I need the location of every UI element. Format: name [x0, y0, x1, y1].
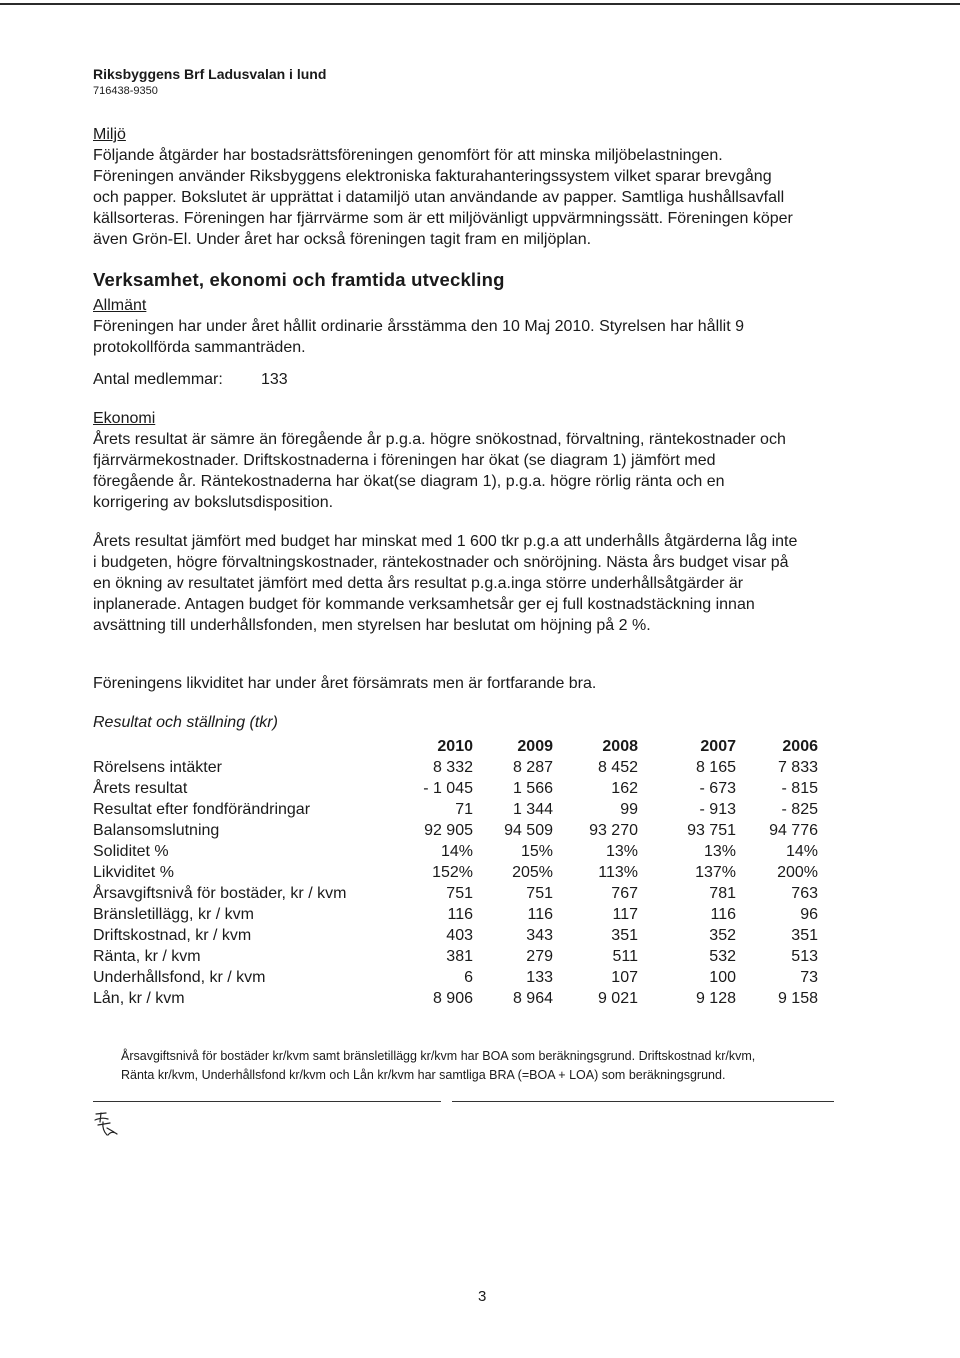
divider-line: [93, 1101, 441, 1102]
cell-value: 352: [709, 927, 736, 944]
cell-value: 93 270: [589, 822, 638, 839]
cell-value: 403: [446, 927, 473, 944]
likviditet-paragraph: Föreningens likviditet har under året försämrats men är fortfarande bra.: [93, 675, 597, 692]
cell-value: 381: [446, 948, 473, 965]
row-label: Årets resultat: [93, 780, 188, 797]
allmant-heading: Allmänt: [93, 297, 147, 314]
cell-value: 96: [800, 906, 818, 923]
allmant-line: protokollförda sammanträden.: [93, 339, 306, 356]
cell-value: 767: [611, 885, 638, 902]
cell-value: 8 452: [597, 759, 638, 776]
miljo-line: Föreningen använder Riksbyggens elektroniska fakturahanteringssystem vilket sparar brevgång: [93, 168, 772, 185]
cell-value: 279: [526, 948, 553, 965]
cell-value: - 1 045: [423, 780, 473, 797]
budget-line: Årets resultat jämfört med budget har minskat med 1 600 tkr p.g.a att underhålls åtgärderna låg inte: [93, 533, 798, 550]
cell-value: 1 344: [512, 801, 553, 818]
members-label: Antal medlemmar:: [93, 371, 223, 388]
table-row: [93, 925, 818, 946]
table-row: [93, 883, 818, 904]
cell-value: 511: [612, 948, 638, 965]
table-row: [93, 967, 818, 988]
ekonomi-line: Årets resultat är sämre än föregående år p.g.a. högre snökostnad, förvaltning, räntekostnader och: [93, 431, 786, 448]
cell-value: 8 332: [432, 759, 473, 776]
budget-paragraph: [93, 531, 873, 636]
table-row: [93, 862, 818, 883]
cell-value: 8 287: [512, 759, 553, 776]
table-row: [93, 988, 818, 1009]
cell-value: 162: [611, 780, 638, 797]
cell-value: 763: [791, 885, 818, 902]
table-row: [93, 820, 818, 841]
footnote: [121, 1047, 881, 1085]
allmant-section: [93, 295, 873, 358]
cell-value: 8 964: [512, 990, 553, 1007]
cell-value: 133: [526, 969, 553, 986]
budget-line: i budgeten, högre förvaltningskostnader, räntekostnader och snöröjning. Nästa års budget visar på: [93, 554, 789, 571]
row-label: Rörelsens intäkter: [93, 759, 222, 776]
cell-value: 93 751: [687, 822, 736, 839]
cell-value: 9 128: [695, 990, 736, 1007]
cell-value: 513: [791, 948, 818, 965]
cell-value: 351: [791, 927, 818, 944]
row-label: Ränta, kr / kvm: [93, 948, 201, 965]
cell-value: 73: [800, 969, 818, 986]
cell-value: 6: [464, 969, 473, 986]
cell-value: 1 566: [512, 780, 553, 797]
cell-value: 116: [527, 906, 553, 923]
row-label: Likviditet %: [93, 864, 174, 881]
cell-value: 351: [611, 927, 638, 944]
budget-line: inplanerade. Antagen budget för kommande verksamhetsår ger ej full kostnadstäckning innan: [93, 596, 755, 613]
miljo-line: Följande åtgärder har bostadsrättsföreningen genomfört för att minska miljöbelastningen.: [93, 147, 723, 164]
top-border-line: [0, 3, 960, 5]
cell-value: 7 833: [777, 759, 818, 776]
cell-value: - 815: [781, 780, 818, 797]
footnote-line: Ränta kr/kvm, Underhållsfond kr/kvm och Lån kr/kvm har samtliga BRA (=BOA + LOA) som beräkningsgrund.: [121, 1068, 726, 1082]
table-row: [93, 946, 818, 967]
cell-value: 113%: [598, 864, 638, 881]
financial-table: [93, 735, 818, 1009]
miljo-line: även Grön-El. Under året har också föreningen tagit fram en miljöplan.: [93, 231, 592, 248]
section-heading: Verksamhet, ekonomi och framtida utveckling: [93, 269, 505, 290]
budget-line: avsättning till underhållsfonden, men styrelsen har beslutat om höjning på 2 %.: [93, 617, 651, 634]
ekonomi-line: föregående år. Räntekostnaderna har ökat(se diagram 1), p.g.a. högre rörlig ränta och en: [93, 473, 725, 490]
cell-value: - 825: [781, 801, 818, 818]
row-label: Soliditet %: [93, 843, 169, 860]
cell-value: 107: [611, 969, 638, 986]
table-row: [93, 778, 818, 799]
divider-line: [452, 1101, 834, 1102]
table-row: [93, 757, 818, 778]
cell-value: 781: [709, 885, 736, 902]
members-row: [93, 369, 288, 390]
cell-value: 9 158: [777, 990, 818, 1007]
cell-value: 343: [526, 927, 553, 944]
ekonomi-line: fjärrvärmekostnader. Driftskostnaderna i föreningen har ökat (se diagram 1) jämfört med: [93, 452, 716, 469]
cell-value: 13%: [605, 843, 638, 860]
year-header: 2009: [517, 737, 553, 755]
cell-value: 13%: [703, 843, 736, 860]
cell-value: 8 165: [695, 759, 736, 776]
table-header-empty: [93, 735, 415, 757]
miljo-line: och papper. Bokslutet är upprättat i datamiljö utan användande av papper. Samtliga hushållsavfall: [93, 189, 785, 206]
ekonomi-line: korrigering av bokslutsdisposition.: [93, 494, 334, 511]
miljo-section: [93, 124, 873, 250]
cell-value: - 913: [699, 801, 736, 818]
cell-value: 9 021: [597, 990, 638, 1007]
cell-value: 94 509: [504, 822, 553, 839]
row-label: Driftskostnad, kr / kvm: [93, 927, 252, 944]
footnote-line: Årsavgiftsnivå för bostäder kr/kvm samt bränsletillägg kr/kvm har BOA som beräkningsgrund. Driftskostnad kr/kvm,: [121, 1049, 756, 1063]
year-header: 2008: [602, 737, 638, 755]
organization-number: 716438-9350: [93, 85, 158, 97]
row-label: Resultat efter fondförändringar: [93, 801, 311, 818]
cell-value: 200%: [777, 864, 818, 881]
cell-value: 116: [447, 906, 473, 923]
miljo-line: källsorteras. Föreningen har fjärrvärme som är ett miljövänligt uppvärmningssätt. Föreningen köper: [93, 210, 793, 227]
table-header-row: [93, 735, 818, 757]
cell-value: 15%: [520, 843, 553, 860]
cell-value: 532: [709, 948, 736, 965]
ekonomi-section: [93, 408, 873, 513]
signature-initials: [92, 1108, 128, 1140]
cell-value: 152%: [432, 864, 473, 881]
budget-line: en ökning av resultatet jämfört med detta års resultat p.g.a.inga större underhållsåtgärder är: [93, 575, 744, 592]
cell-value: - 673: [699, 780, 736, 797]
cell-value: 99: [620, 801, 638, 818]
year-header: 2010: [437, 737, 473, 755]
cell-value: 751: [446, 885, 473, 902]
row-label: Årsavgiftsnivå för bostäder, kr / kvm: [93, 885, 347, 902]
row-label: Lån, kr / kvm: [93, 990, 185, 1007]
cell-value: 14%: [440, 843, 473, 860]
cell-value: 100: [709, 969, 736, 986]
miljo-heading: Miljö: [93, 126, 126, 143]
ekonomi-heading: Ekonomi: [93, 410, 156, 427]
organization-name: Riksbyggens Brf Ladusvalan i lund: [93, 66, 327, 82]
cell-value: 71: [455, 801, 473, 818]
table-row: [93, 799, 818, 820]
cell-value: 117: [612, 906, 638, 923]
table-row: [93, 904, 818, 925]
cell-value: 137%: [695, 864, 736, 881]
cell-value: 94 776: [769, 822, 818, 839]
page-number: 3: [478, 1288, 487, 1305]
cell-value: 751: [526, 885, 553, 902]
document-header: [93, 66, 326, 100]
row-label: Balansomslutning: [93, 822, 220, 839]
members-value: 133: [261, 371, 288, 388]
cell-value: 92 905: [424, 822, 473, 839]
cell-value: 14%: [785, 843, 818, 860]
table-row: [93, 841, 818, 862]
cell-value: 116: [710, 906, 736, 923]
row-label: Underhållsfond, kr / kvm: [93, 969, 266, 986]
cell-value: 205%: [512, 864, 553, 881]
year-header: 2007: [700, 737, 736, 755]
year-header: 2006: [782, 737, 818, 755]
table-title: Resultat och ställning (tkr): [93, 714, 278, 731]
cell-value: 8 906: [432, 990, 473, 1007]
allmant-line: Föreningen har under året hållit ordinarie årsstämma den 10 Maj 2010. Styrelsen har hållit 9: [93, 318, 745, 335]
row-label: Bränsletillägg, kr / kvm: [93, 906, 254, 923]
